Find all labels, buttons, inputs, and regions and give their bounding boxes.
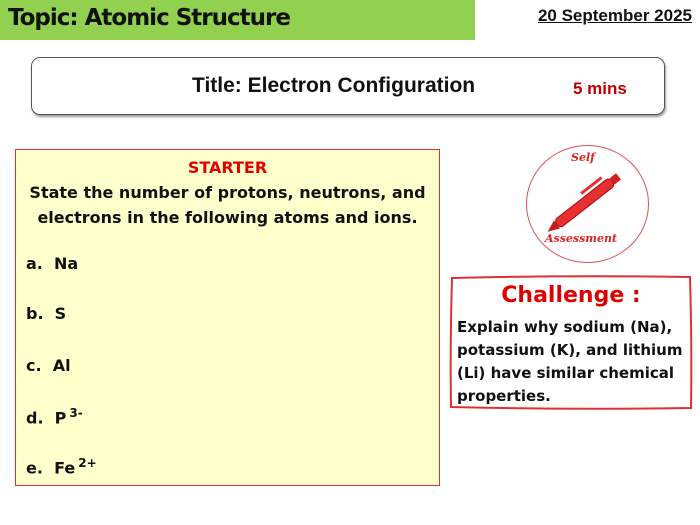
title-box — [31, 57, 665, 115]
self-assessment-badge — [526, 145, 649, 263]
list-item: e. Fe $^{2+}$ — [26, 456, 97, 478]
challenge-box — [449, 274, 693, 411]
ion-charge: 2+ — [78, 456, 97, 470]
list-item: a. Na — [26, 254, 79, 273]
assessment-label: Assessment — [545, 232, 618, 245]
ion-charge: 3- — [69, 406, 83, 420]
list-item: b. S — [26, 304, 67, 323]
topic-banner — [0, 0, 475, 40]
challenge-heading: Challenge : — [501, 283, 641, 308]
lesson-date: 20 September 2025 — [537, 6, 692, 25]
lesson-title: Title: Electron Configuration — [192, 74, 476, 97]
challenge-text: Explain why sodium (Na), potassium (K), and lithium (Li) have similar chemical properties. — [457, 318, 683, 405]
list-item: d. P $^{3-}$ — [26, 406, 83, 428]
starter-box — [15, 149, 440, 486]
starter-heading: STARTER — [187, 158, 268, 177]
starter-prompt: State the number of protons, neutrons, and electrons in the following atoms and ions. — [29, 183, 426, 227]
time-allowance: 5 mins — [573, 79, 627, 98]
self-label: Self — [571, 151, 595, 164]
list-item: c. Al — [26, 356, 71, 375]
topic-title: Topic: Atomic Structure — [8, 5, 290, 31]
